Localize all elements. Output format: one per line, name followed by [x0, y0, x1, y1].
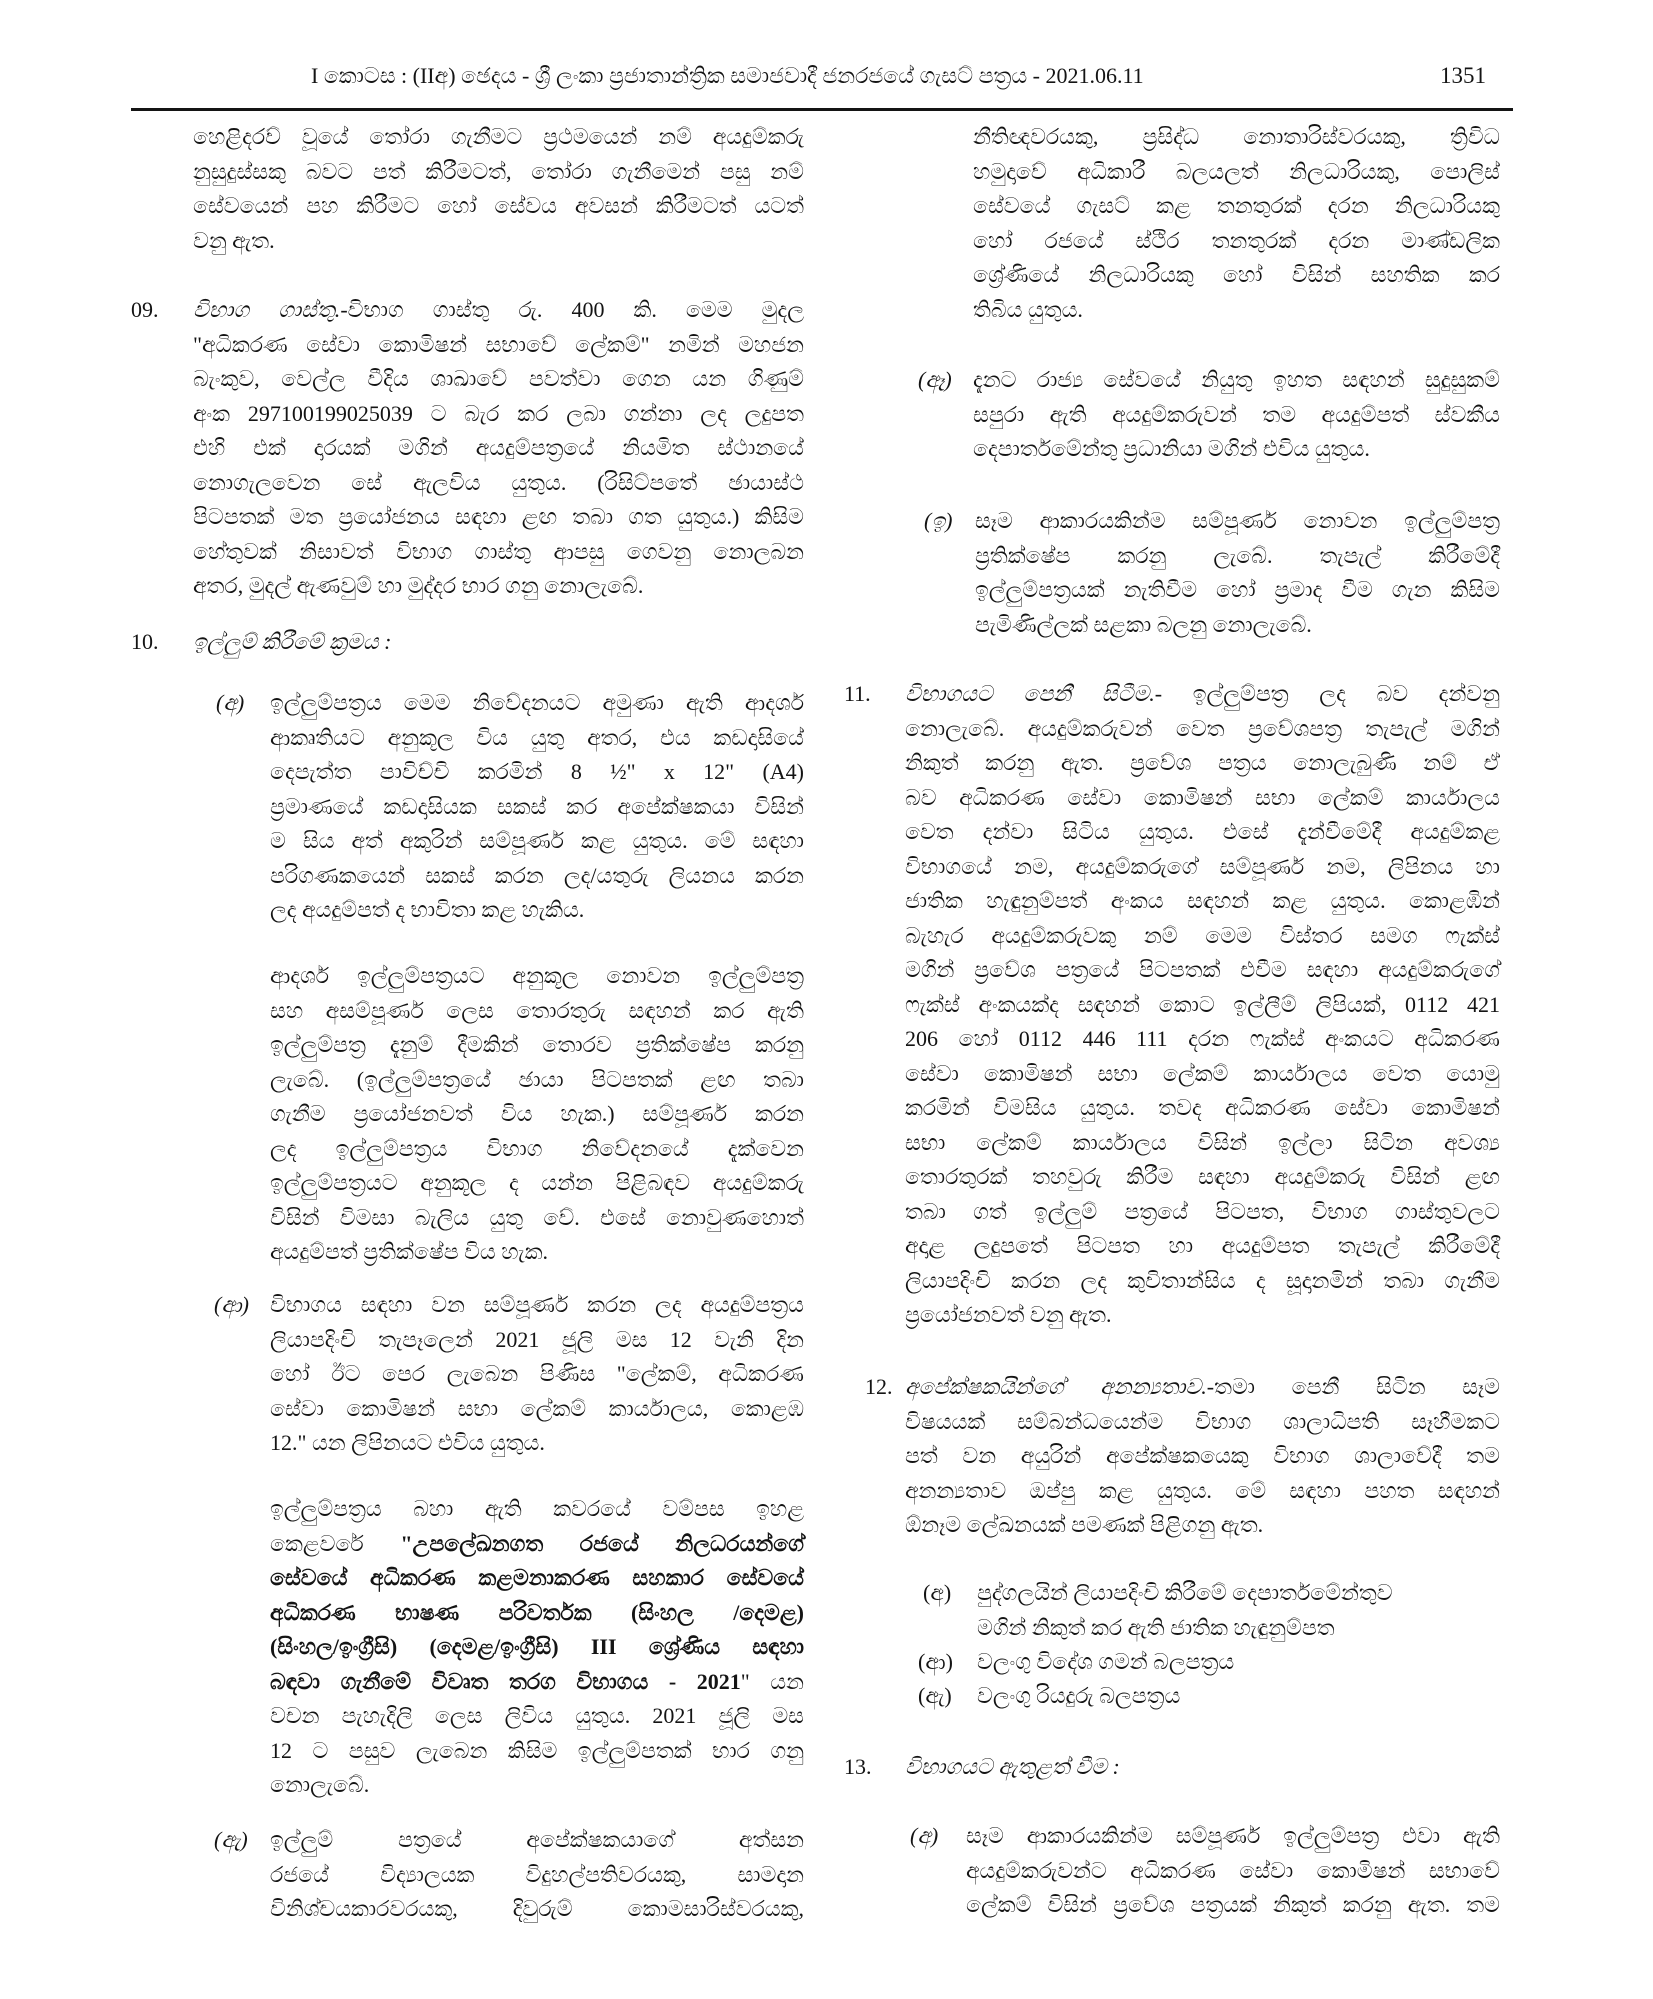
text-line	[905, 815, 1500, 850]
document-driving-licence	[977, 1679, 1500, 1714]
text-span: ගැනීම ප්‍රයෝජනවත් විය හැක.) සම්පූර්ණ කරන	[270, 1101, 804, 1126]
text-span: ආදර්ශ ඉල්ලුම්පත්‍රයට අනුකූල නොවන ඉල්ලුම්පත්‍ර	[270, 963, 804, 988]
text-line	[905, 988, 1500, 1023]
text-line	[270, 1166, 804, 1201]
text-line	[966, 1888, 1500, 1923]
text-line	[905, 781, 1500, 816]
text-line	[905, 850, 1500, 885]
text-span: වචන පැහැදිලි ලෙස ලිවිය යුතුය. 2021 ජූලි මස	[270, 1703, 804, 1728]
text-line	[270, 1392, 804, 1427]
text-span: ඉල්ලුම්පත්‍රයට අනුකූල ද යන්න පිළිබඳව අයදුම්කරු	[270, 1170, 804, 1195]
bold-text: සේවයේ අධිකරණ කළමනාකරණ සහකාර සේවයේ	[270, 1565, 804, 1590]
section-title: විභාග ගාස්තු.	[193, 297, 341, 322]
item-marker-10b: (ආ)	[214, 1292, 249, 1317]
text-span: සහ අසම්පූර්ණ ලෙස තොරතුරු සඳහන් කර ඇති	[270, 997, 804, 1023]
item-marker-13a: (අ)	[910, 1823, 939, 1848]
text-line	[973, 363, 1500, 398]
text-span: බැහැර අයදුම්කරුවකු නම් මෙම විස්තර සමග ෆැක්ස්	[905, 922, 1500, 948]
text-span: කෙළවරේ	[270, 1530, 401, 1556]
text-span: නොලැබේ. අයදුම්කරුවන් වෙත ප්‍රවේශපත්‍ර තැපැල් මගින්	[905, 715, 1500, 741]
text-span: රජයේ විද්‍යාලයක විදුහල්පතිවරයකු, සාමදාන	[270, 1861, 804, 1887]
text-line	[973, 189, 1500, 224]
text-line	[905, 1264, 1500, 1299]
text-span: 12 ට පසුව ලැබෙන කිසිම ඉල්ලුම්පතක් භාර ගනු	[270, 1737, 804, 1763]
text-span: සේවයේ ගැසට් කළ තනතුරක් දරන නිලධාරියකු	[973, 193, 1500, 218]
text-span: ඉල්ලුම්පත්‍රය මෙම නිවේදනයට අමුණා ඇති ආදර්ශ	[270, 690, 804, 715]
text-span: නොගැලවෙන සේ ඇලවිය යුතුය. (රිසිට්පතේ ඡායාස්ථ	[193, 469, 804, 495]
text-line	[973, 120, 1500, 155]
text-span: පුද්ගලයින් ලියාපදිංචි කිරීමේ දෙපාර්තමේන්තුව	[977, 1580, 1393, 1605]
text-span: හමුදාවේ අධිකාරී බලයලත් නිලධාරියකු, පොලිස්	[973, 158, 1500, 184]
text-line	[905, 1195, 1500, 1230]
text-line	[977, 1576, 1500, 1611]
continued-paragraph	[193, 120, 804, 258]
text-span: ම සිය අත් අකුරින් සම්පූර්ණ කළ යුතුය. මේ සඳහා	[270, 828, 804, 853]
bold-text: අධිකරණ භාෂණ පරිවර්තක (සිංහල /දෙමළ)	[270, 1599, 804, 1625]
section-10-title: ඉල්ලුම් කිරීමේ ක්‍රමය :	[193, 629, 392, 654]
text-line	[977, 1611, 1500, 1646]
text-span: අංක 297100199025039 ට බැර කර ලබා ගන්නා ලද ලදුපත	[193, 400, 804, 426]
section-13a-admission	[966, 1819, 1500, 1923]
item-marker-10e: (ඉ)	[924, 508, 953, 533]
text-line	[193, 189, 804, 224]
section-number-10: 10.	[131, 629, 159, 654]
section-number-09: 09.	[131, 297, 159, 322]
text-line	[905, 953, 1500, 988]
text-span: ලියාපදිංචි තැපෑලෙන් 2021 ජූලි මස 12 වැනි දින	[270, 1326, 804, 1352]
text-line	[270, 1596, 804, 1631]
text-span: හෝ රජයේ ස්ථිර තනතුරක් දරන මාණ්ඩලික	[973, 227, 1500, 253]
text-line	[270, 1858, 804, 1893]
text-line	[977, 1679, 1500, 1714]
text-line	[270, 1527, 804, 1562]
text-line	[193, 120, 804, 155]
item-marker-10d: (ඈ)	[918, 367, 952, 392]
section-09-exam-fee	[193, 293, 804, 604]
section-title: විභාගයට පෙනී සිටීම.	[905, 681, 1155, 706]
text-span: ලද ඉල්ලුම්පත්‍රය විභාග නිවේදනයේ දැක්වෙන	[270, 1135, 804, 1161]
text-span: පත් වන අයුරින් අපේක්ෂකයෙකු විභාග ශාලාවේදී තම	[905, 1443, 1500, 1468]
text-line	[270, 1097, 804, 1132]
document-passport	[977, 1645, 1500, 1680]
section-number-13: 13.	[844, 1754, 872, 1779]
text-span: විභාගය සඳහා වන සම්පූර්ණ කරන ලද අයදුම්පත්‍රය	[270, 1292, 804, 1317]
text-line	[977, 1645, 1500, 1680]
section-10d-public-servants	[973, 363, 1500, 467]
text-line	[193, 535, 804, 570]
text-line	[193, 500, 804, 535]
text-span: අදාළ ලදුපතේ පිටපත හා අයදුම්පත තැපැල් කිරීමේදී	[905, 1233, 1500, 1258]
text-span: ලියාපදිංචි කරන ලද කුවිතාන්සිය ද සූදානමින් තබා ගැනීම	[905, 1267, 1500, 1293]
text-line	[905, 1474, 1500, 1509]
text-line	[270, 1823, 804, 1858]
text-line	[973, 224, 1500, 259]
text-span: හෝ ඊට පෙර ලැබෙන පිණිස "ලේකම්, අධිකරණ	[270, 1361, 804, 1386]
text-line	[270, 1323, 804, 1358]
text-line	[975, 539, 1500, 574]
text-line	[270, 1357, 804, 1392]
text-span: මගින් ප්‍රවේශ පත්‍රයේ පිටපතක් එවීම සඳහා අයදුම්කරුගේ	[905, 957, 1500, 982]
text-span: ඉල්ලුම්පත්‍ර දැනුම් දීමකින් තොරව ප්‍රතික්ෂේප කරනු	[270, 1032, 804, 1057]
section-number-12: 12.	[865, 1374, 893, 1399]
text-span: "අධිකරණ සේවා කොමිෂන් සභාවේ ලේකම්" නමින් මහජන	[193, 331, 804, 357]
text-span: තොරතුරක් තහවුරු කිරීම සඳහා අයදුම්කරු විසින් ළඟ	[905, 1164, 1500, 1189]
text-span: හේතුවක් නිසාවත් විභාග ගාස්තු ආපසු ගෙවනු නොලබන	[193, 538, 804, 564]
text-line	[270, 824, 804, 859]
section-10c-attestation-continued	[973, 120, 1500, 327]
text-line	[193, 397, 804, 432]
text-line	[905, 1405, 1500, 1440]
bold-text: බඳවා ගැනීමේ විවෘත තරග විභාගය - 2021	[270, 1668, 741, 1694]
text-span: -තමා පෙනී සිටින සෑම	[1206, 1374, 1500, 1399]
section-number-11: 11.	[844, 681, 871, 706]
text-line	[270, 1768, 804, 1803]
running-header: I කොටස : (IIඅ) ඡෙදය - ශ්‍රී ලංකා ප්‍රජාතාන්ත්‍රික සමාජවාදී ජනරජයේ ගැසට් පත්‍රය - 2021.06.11	[311, 63, 1144, 88]
section-10b-envelope-note	[270, 1492, 804, 1803]
text-line	[270, 893, 804, 928]
text-span: බැංකුව, වෙල්ල වීදිය ශාඛාවේ පවත්වා ගෙන යන ගිණුම්	[193, 366, 804, 391]
text-span: 206 හෝ 0112 446 111 දරන ෆැක්ස් අංකයට අධිකරණ	[905, 1026, 1500, 1051]
text-span: වලංගු විදේශ ගමන් බලපත්‍රය	[977, 1649, 1235, 1674]
text-span: දෙපැත්ත පාවිච්චි කරමින් 8 ½" x 12" (A4)	[270, 759, 804, 784]
page-number: 1351	[1440, 63, 1486, 88]
text-line	[905, 746, 1500, 781]
text-line	[270, 790, 804, 825]
text-span: සභා ලේකම් කාර්යාලය විසින් ඉල්ලා සිටින අවශ්‍ය	[905, 1129, 1500, 1155]
text-span: දෙපාර්තමේන්තු ප්‍රධානියා මගින් එවිය යුතුය.	[973, 436, 1370, 461]
text-span: මගින් නිකුත් කර ඇති ජාතික හැඳුනුම්පත	[977, 1614, 1335, 1640]
text-span: ජාතික හැඳුනුම්පත් අංකය සඳහන් කළ යුතුය. කොළඹින්	[905, 888, 1500, 913]
text-line	[270, 959, 804, 994]
text-span: " යන	[740, 1668, 804, 1694]
text-line	[270, 1699, 804, 1734]
text-line	[966, 1854, 1500, 1889]
document-marker-a: (අ)	[923, 1580, 952, 1605]
text-line	[905, 919, 1500, 954]
text-line	[270, 1492, 804, 1527]
text-line	[905, 1126, 1500, 1161]
document-national-id	[977, 1576, 1500, 1645]
text-line	[973, 293, 1500, 328]
text-span: ඕනෑම ලේඛනයක් පමණක් පිළිගනු ඇත.	[905, 1512, 1264, 1537]
text-span: ප්‍රමාණයේ කඩදාසියක සකස් කර අපේක්ෂකයා විසින්	[270, 793, 804, 819]
text-span: නුසුදුස්සකු බවට පත් කිරීමටත්, තෝරා ගැනීමෙන් පසු නම්	[193, 158, 804, 184]
text-span: පිටපතක් මත ප්‍රයෝජනය සඳහා ළඟ තබා ගත යුතුය.) කිසිම	[193, 504, 804, 529]
text-span: වලංගු රියදුරු බලපත්‍රය	[977, 1683, 1181, 1708]
text-line	[270, 1665, 804, 1700]
text-span: සපුරා ඇති අයදුම්කරුවන් තම අයදුම්පත් ස්වකීය	[973, 401, 1500, 427]
text-line	[270, 721, 804, 756]
text-line	[193, 155, 804, 190]
item-marker-10c: (ඇ)	[214, 1827, 248, 1852]
text-span: සේවා කොමිෂන් සභා ලේකම් කාර්යාලය වෙත යොමු	[905, 1060, 1500, 1086]
text-span: සෑම ආකාරයකින්ම සම්පූර්ණ නොවන ඉල්ලුම්පත්‍ර	[975, 508, 1500, 533]
text-line	[270, 1892, 804, 1927]
text-line	[193, 431, 804, 466]
text-span: හෙළිදරව් වූයේ තෝරා ගැනීමට ප්‍රථමයෙන් නම් අයදුම්කරු	[193, 124, 804, 149]
text-span: අයදුම්කරුවන්ට අධිකරණ සේවා කොමිෂන් සභාවේ	[966, 1857, 1500, 1883]
section-12-identity	[905, 1370, 1500, 1543]
text-span: ප්‍රතික්ෂේප කරනු ලැබේ. තැපැල් කිරීමේදී	[975, 542, 1500, 568]
text-line	[973, 155, 1500, 190]
section-10b-submission	[270, 1288, 804, 1461]
text-span: විෂයයක් සම්බන්ධයෙන්ම විභාග ශාලාධිපති සෑහීමකට	[905, 1408, 1500, 1434]
text-span: අතර, මුදල් ඇණවුම් හා මුද්දර භාර ගනු නොලැබේ.	[193, 573, 644, 598]
section-10a-application-form	[270, 686, 804, 928]
text-span: වනු ඇත.	[193, 227, 275, 253]
text-span: ෆැක්ස් අංකයක්ද සඳහන් කොට ඉල්ලීම් ලිපියක්, 0112 421	[905, 991, 1500, 1017]
text-line	[270, 994, 804, 1029]
text-line	[905, 1229, 1500, 1264]
text-line	[270, 859, 804, 894]
text-span: නිකුත් කරනු ඇත. ප්‍රවේශ පත්‍රය නොලැබුණි නම් ඒ	[905, 750, 1500, 775]
text-span: පැමිණිල්ලක් සළකා බලනු නොලැබේ.	[975, 611, 1312, 637]
text-line	[270, 1201, 804, 1236]
text-line	[270, 1063, 804, 1098]
text-line	[905, 1057, 1500, 1092]
document-marker-c: (ඇ)	[918, 1683, 952, 1708]
text-line	[270, 1426, 804, 1461]
text-span: -විභාග ගාස්තු රු. 400 කි. මෙම මුදල	[340, 297, 804, 322]
text-line	[966, 1819, 1500, 1854]
text-line	[270, 755, 804, 790]
text-line	[975, 573, 1500, 608]
text-span: ලද අයදුම්පත් ද භාවිතා කළ හැකිය.	[270, 897, 585, 922]
text-line	[973, 258, 1500, 293]
text-span: විසින් විමසා බැලිය යුතු වේ. එසේ නොවුණහොත්	[270, 1204, 804, 1230]
text-span: ඉල්ලුම්පත්‍රයක් නැතිවීම හෝ ප්‍රමාද වීම ගැන කිසිම	[975, 577, 1500, 602]
text-line	[270, 686, 804, 721]
text-span: සේවයෙන් පහ කිරීමට හෝ සේවය අවසන් කිරීමටත් යටත්	[193, 193, 804, 218]
text-span: 12." යන ලිපිනයට එවිය යුතුය.	[270, 1430, 545, 1455]
text-span: ප්‍රයෝජනවත් වනු ඇත.	[905, 1302, 1112, 1327]
text-line	[270, 1288, 804, 1323]
text-span: අයදුම්පත් ප්‍රතික්ෂේප විය හැක.	[270, 1239, 549, 1264]
text-line	[905, 677, 1500, 712]
bold-text: "උපලේඛනගත රජයේ නිලධරයන්ගේ	[400, 1530, 804, 1556]
section-10e-rejection	[975, 504, 1500, 642]
section-10a-note	[270, 959, 804, 1270]
text-span: තිබිය යුතුය.	[973, 296, 1083, 322]
text-span: අනන්‍යතාව ඔප්පු කළ යුතුය. මේ සඳහා පහත සඳහන්	[905, 1477, 1500, 1503]
text-span: විභාගයේ නම, අයදුම්කරුගේ සම්පූර්ණ නම, ලිපිනය හා	[905, 853, 1500, 879]
text-line	[975, 608, 1500, 643]
text-span: - ඉල්ලුම්පත්‍ර ලද බව දන්වනු	[1154, 681, 1500, 706]
text-span: ලේකම් විසින් ප්‍රවේශ පත්‍රයක් නිකුත් කරනු ඇත. තම	[966, 1892, 1500, 1917]
text-span: ශ්‍රේණියේ නිලධාරියකු හෝ විසින් සහතික කර	[973, 262, 1500, 287]
text-span: බව අධිකරණ සේවා කොමිෂන් සභා ලේකම් කාර්යාලය	[905, 784, 1500, 810]
text-span: කරමින් විමසිය යුතුය. තවද අධිකරණ සේවා කොමිෂන්	[905, 1095, 1500, 1120]
text-span: දැනට රාජ්‍ය සේවයේ නියුතු ඉහත සඳහන් සුදුසුකම්	[973, 367, 1500, 392]
section-13-title: විභාගයට ඇතුළත් වීම :	[905, 1754, 1120, 1779]
text-span: වෙත දන්වා සිටිය යුතුය. එසේ දැන්වීමේදී අයදුම්කළ	[905, 819, 1500, 844]
section-10c-attestation	[270, 1823, 804, 1927]
text-line	[270, 1561, 804, 1596]
text-span: ඉල්ලුම්පත්‍රය බහා ඇති කවරයේ වම්පස ඉහළ	[270, 1496, 804, 1521]
text-line	[193, 466, 804, 501]
text-line	[975, 504, 1500, 539]
text-span: එහි එක් දාරයක් මගින් අයදුම්පත්‍රයේ නියමිත ස්ථානයේ	[193, 435, 804, 460]
text-span: ආකෘතියට අනුකූල විය යුතු අතර, එය කඩදාසියේ	[270, 724, 804, 750]
text-span: ඉල්ලුම් පත්‍රයේ අපේක්ෂකයාගේ අත්සන	[270, 1827, 804, 1852]
text-span: විනිශ්චයකාරවරයකු, දිවුරුම් කොමසාරිස්වරයකු,	[270, 1896, 804, 1921]
text-line	[270, 1028, 804, 1063]
text-line	[270, 1235, 804, 1270]
text-line	[270, 1630, 804, 1665]
bold-text: (සිංහල/ඉංග්‍රීසි) (දෙමළ/ඉංග්‍රීසි) III ශ්‍රේණිය සඳහා	[270, 1634, 804, 1659]
text-line	[905, 1091, 1500, 1126]
text-span: පරිගණකයෙන් සකස් කරන ලද/යතුරු ලියනය කරන	[270, 862, 804, 888]
header-rule	[131, 108, 1513, 111]
text-line	[905, 712, 1500, 747]
text-line	[270, 1132, 804, 1167]
text-line	[905, 884, 1500, 919]
section-11-attendance	[905, 677, 1500, 1333]
text-line	[270, 1734, 804, 1769]
text-line	[193, 328, 804, 363]
text-line	[193, 362, 804, 397]
text-line	[905, 1298, 1500, 1333]
text-line	[193, 569, 804, 604]
text-line	[193, 224, 804, 259]
text-span: සේවා කොමිෂන් සභා ලේකම් කාර්යාලය, කොළඹ	[270, 1395, 804, 1421]
text-line	[905, 1508, 1500, 1543]
text-line	[905, 1160, 1500, 1195]
text-span: තබා ගත් ඉල්ලුම් පත්‍රයේ පිටපත, විභාග ගාස්තුවලට	[905, 1198, 1500, 1224]
document-marker-b: (ආ)	[918, 1649, 953, 1674]
text-span: නීතිඥවරයකු, ප්‍රසිද්ධ නොතාරිස්වරයකු, ත්‍රිවිධ	[973, 124, 1500, 149]
section-title: අපේක්ෂකයින්ගේ අනන්‍යතාව.	[905, 1374, 1207, 1399]
text-line	[905, 1439, 1500, 1474]
text-line	[193, 293, 804, 328]
text-line	[905, 1370, 1500, 1405]
text-line	[905, 1022, 1500, 1057]
text-line	[973, 398, 1500, 433]
text-span: නොලැබේ.	[270, 1772, 370, 1797]
text-span: සෑම ආකාරයකින්ම සම්පූර්ණ ඉල්ලුම්පත්‍ර එවා ඇති	[966, 1823, 1500, 1848]
text-span: ලැබේ. (ඉල්ලුම්පත්‍රයේ ඡායා පිටපතක් ළඟ තබා	[270, 1066, 804, 1092]
text-line	[973, 432, 1500, 467]
item-marker-10a: (අ)	[216, 690, 245, 715]
